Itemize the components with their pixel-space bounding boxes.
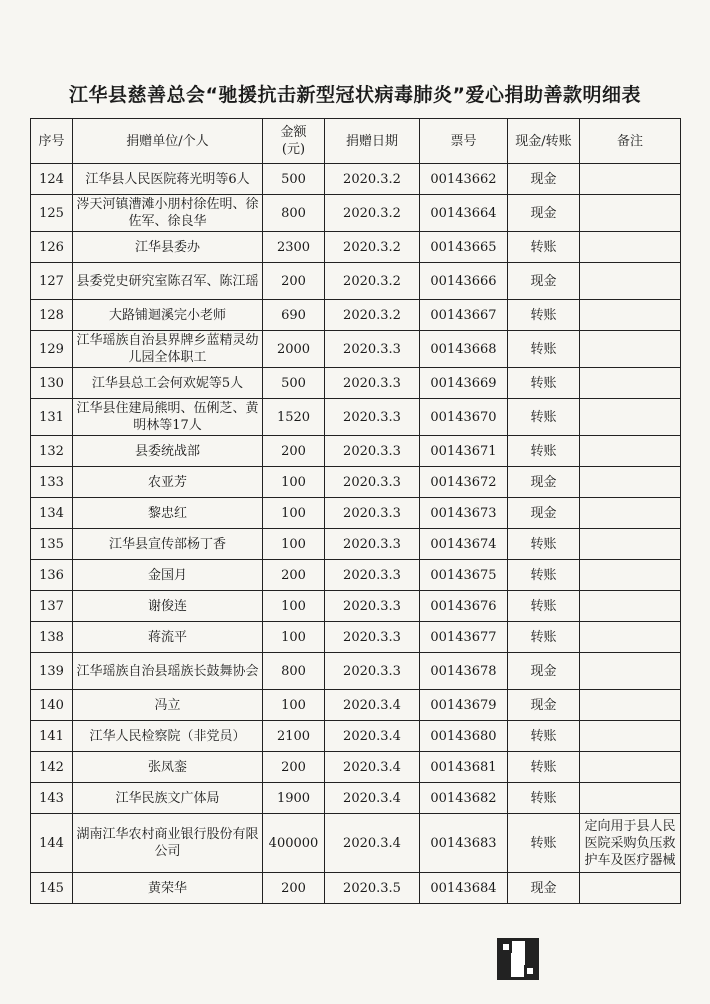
cell-ticket: 00143668 — [420, 331, 508, 368]
table-row — [31, 814, 681, 873]
table-row — [31, 873, 681, 904]
cell-donor: 江华民族文广体局 — [73, 783, 263, 814]
cell-method: 现金 — [508, 467, 580, 498]
cell-method: 转账 — [508, 368, 580, 399]
cell-amount: 100 — [263, 622, 325, 653]
cell-date: 2020.3.3 — [325, 331, 420, 368]
cell-no: 133 — [31, 467, 73, 498]
qr-code — [497, 938, 539, 980]
table-row — [31, 399, 681, 436]
cell-ticket: 00143672 — [420, 467, 508, 498]
cell-ticket: 00143676 — [420, 591, 508, 622]
cell-method: 转账 — [508, 752, 580, 783]
cell-date: 2020.3.3 — [325, 653, 420, 690]
table-row — [31, 467, 681, 498]
cell-no: 125 — [31, 195, 73, 232]
cell-method: 转账 — [508, 591, 580, 622]
cell-ticket: 00143664 — [420, 195, 508, 232]
cell-method: 现金 — [508, 164, 580, 195]
cell-ticket: 00143682 — [420, 783, 508, 814]
cell-no: 132 — [31, 436, 73, 467]
cell-ticket: 00143679 — [420, 690, 508, 721]
cell-method: 转账 — [508, 783, 580, 814]
cell-no: 126 — [31, 232, 73, 263]
cell-donor: 江华瑶族自治县界牌乡蓝精灵幼儿园全体职工 — [73, 331, 263, 368]
cell-date: 2020.3.3 — [325, 560, 420, 591]
cell-note — [580, 690, 681, 721]
cell-ticket: 00143681 — [420, 752, 508, 783]
cell-ticket: 00143680 — [420, 721, 508, 752]
header-date: 捐赠日期 — [325, 119, 420, 164]
cell-no: 124 — [31, 164, 73, 195]
cell-note — [580, 232, 681, 263]
cell-no: 135 — [31, 529, 73, 560]
table-row — [31, 232, 681, 263]
cell-date: 2020.3.3 — [325, 467, 420, 498]
cell-donor: 涔天河镇漕滩小朋村徐佐明、徐佐军、徐良华 — [73, 195, 263, 232]
cell-method: 现金 — [508, 653, 580, 690]
cell-method: 转账 — [508, 560, 580, 591]
cell-method: 转账 — [508, 436, 580, 467]
cell-note — [580, 560, 681, 591]
cell-donor: 湖南江华农村商业银行股份有限公司 — [73, 814, 263, 873]
table-row — [31, 300, 681, 331]
cell-note: 定向用于县人民医院采购负压救护车及医疗器械 — [580, 814, 681, 873]
cell-method: 现金 — [508, 263, 580, 300]
cell-date: 2020.3.4 — [325, 783, 420, 814]
donation-table — [30, 118, 681, 904]
cell-note — [580, 467, 681, 498]
cell-date: 2020.3.2 — [325, 164, 420, 195]
cell-amount: 2300 — [263, 232, 325, 263]
cell-ticket: 00143669 — [420, 368, 508, 399]
cell-amount: 100 — [263, 529, 325, 560]
cell-method: 现金 — [508, 498, 580, 529]
cell-date: 2020.3.4 — [325, 721, 420, 752]
cell-note — [580, 752, 681, 783]
cell-note — [580, 263, 681, 300]
cell-amount: 100 — [263, 467, 325, 498]
cell-donor: 县委统战部 — [73, 436, 263, 467]
cell-ticket: 00143684 — [420, 873, 508, 904]
cell-note — [580, 529, 681, 560]
cell-no: 128 — [31, 300, 73, 331]
table-row — [31, 164, 681, 195]
cell-no: 145 — [31, 873, 73, 904]
table-row — [31, 591, 681, 622]
cell-date: 2020.3.3 — [325, 368, 420, 399]
cell-method: 转账 — [508, 331, 580, 368]
cell-method: 转账 — [508, 622, 580, 653]
table-row — [31, 653, 681, 690]
table-row — [31, 560, 681, 591]
cell-no: 129 — [31, 331, 73, 368]
table-row — [31, 690, 681, 721]
cell-note — [580, 368, 681, 399]
cell-method: 转账 — [508, 232, 580, 263]
cell-date: 2020.3.3 — [325, 529, 420, 560]
cell-note — [580, 436, 681, 467]
cell-donor: 江华瑶族自治县瑶族长鼓舞协会 — [73, 653, 263, 690]
cell-donor: 蒋流平 — [73, 622, 263, 653]
cell-amount: 200 — [263, 560, 325, 591]
cell-donor: 大路铺迴溪完小老师 — [73, 300, 263, 331]
cell-ticket: 00143671 — [420, 436, 508, 467]
cell-donor: 金国月 — [73, 560, 263, 591]
cell-amount: 200 — [263, 873, 325, 904]
cell-ticket: 00143662 — [420, 164, 508, 195]
cell-amount: 800 — [263, 653, 325, 690]
cell-date: 2020.3.3 — [325, 591, 420, 622]
cell-date: 2020.3.3 — [325, 622, 420, 653]
header-amount: 金额 (元) — [263, 119, 325, 164]
cell-note — [580, 783, 681, 814]
cell-note — [580, 873, 681, 904]
cell-method: 转账 — [508, 399, 580, 436]
table-row — [31, 783, 681, 814]
table-row — [31, 498, 681, 529]
cell-date: 2020.3.2 — [325, 232, 420, 263]
cell-amount: 800 — [263, 195, 325, 232]
cell-date: 2020.3.4 — [325, 690, 420, 721]
cell-amount: 500 — [263, 164, 325, 195]
header-note: 备注 — [580, 119, 681, 164]
cell-donor: 张凤銮 — [73, 752, 263, 783]
cell-note — [580, 399, 681, 436]
cell-donor: 江华人民检察院（非党员） — [73, 721, 263, 752]
cell-ticket: 00143665 — [420, 232, 508, 263]
cell-note — [580, 300, 681, 331]
cell-no: 144 — [31, 814, 73, 873]
cell-note — [580, 195, 681, 232]
cell-amount: 1520 — [263, 399, 325, 436]
cell-no: 142 — [31, 752, 73, 783]
cell-ticket: 00143675 — [420, 560, 508, 591]
cell-amount: 2000 — [263, 331, 325, 368]
cell-note — [580, 653, 681, 690]
cell-note — [580, 721, 681, 752]
cell-date: 2020.3.2 — [325, 195, 420, 232]
cell-method: 现金 — [508, 873, 580, 904]
cell-ticket: 00143670 — [420, 399, 508, 436]
cell-donor: 谢俊连 — [73, 591, 263, 622]
table-row — [31, 195, 681, 232]
cell-ticket: 00143674 — [420, 529, 508, 560]
cell-note — [580, 331, 681, 368]
page-title: 江华县慈善总会“驰援抗击新型冠状病毒肺炎”爱心捐助善款明细表 — [69, 84, 641, 106]
cell-amount: 690 — [263, 300, 325, 331]
table-row — [31, 331, 681, 368]
cell-no: 130 — [31, 368, 73, 399]
cell-method: 转账 — [508, 529, 580, 560]
cell-donor: 江华县人民医院蒋光明等6人 — [73, 164, 263, 195]
cell-note — [580, 622, 681, 653]
cell-no: 134 — [31, 498, 73, 529]
cell-no: 137 — [31, 591, 73, 622]
cell-method: 转账 — [508, 814, 580, 873]
cell-date: 2020.3.4 — [325, 814, 420, 873]
cell-ticket: 00143666 — [420, 263, 508, 300]
cell-donor: 冯立 — [73, 690, 263, 721]
cell-ticket: 00143673 — [420, 498, 508, 529]
cell-amount: 100 — [263, 498, 325, 529]
cell-no: 141 — [31, 721, 73, 752]
cell-ticket: 00143677 — [420, 622, 508, 653]
cell-donor: 黄荣华 — [73, 873, 263, 904]
cell-donor: 江华县住建局熊明、伍俐芝、黄明林等17人 — [73, 399, 263, 436]
cell-no: 131 — [31, 399, 73, 436]
header-donor: 捐赠单位/个人 — [73, 119, 263, 164]
cell-donor: 县委党史研究室陈召军、陈江瑶 — [73, 263, 263, 300]
cell-date: 2020.3.3 — [325, 498, 420, 529]
cell-date: 2020.3.3 — [325, 399, 420, 436]
cell-donor: 农亚芳 — [73, 467, 263, 498]
cell-date: 2020.3.2 — [325, 263, 420, 300]
cell-no: 140 — [31, 690, 73, 721]
header-method: 现金/转账 — [508, 119, 580, 164]
table-row — [31, 529, 681, 560]
cell-amount: 100 — [263, 591, 325, 622]
header-no: 序号 — [31, 119, 73, 164]
cell-amount: 100 — [263, 690, 325, 721]
cell-donor: 江华县总工会何欢妮等5人 — [73, 368, 263, 399]
table-row — [31, 752, 681, 783]
cell-note — [580, 164, 681, 195]
cell-donor: 黎忠红 — [73, 498, 263, 529]
cell-donor: 江华县宣传部杨丁香 — [73, 529, 263, 560]
cell-amount: 1900 — [263, 783, 325, 814]
cell-amount: 2100 — [263, 721, 325, 752]
cell-method: 转账 — [508, 300, 580, 331]
header-ticket: 票号 — [420, 119, 508, 164]
cell-no: 143 — [31, 783, 73, 814]
table-row — [31, 721, 681, 752]
cell-method: 转账 — [508, 721, 580, 752]
cell-amount: 500 — [263, 368, 325, 399]
cell-no: 139 — [31, 653, 73, 690]
cell-amount: 200 — [263, 263, 325, 300]
table-header-row — [31, 119, 681, 164]
cell-method: 现金 — [508, 195, 580, 232]
cell-ticket: 00143683 — [420, 814, 508, 873]
cell-method: 现金 — [508, 690, 580, 721]
cell-donor: 江华县委办 — [73, 232, 263, 263]
cell-ticket: 00143678 — [420, 653, 508, 690]
cell-no: 138 — [31, 622, 73, 653]
cell-date: 2020.3.4 — [325, 752, 420, 783]
cell-amount: 200 — [263, 752, 325, 783]
cell-no: 127 — [31, 263, 73, 300]
cell-date: 2020.3.2 — [325, 300, 420, 331]
table-row — [31, 368, 681, 399]
cell-amount: 200 — [263, 436, 325, 467]
table-row — [31, 622, 681, 653]
cell-no: 136 — [31, 560, 73, 591]
cell-note — [580, 498, 681, 529]
cell-date: 2020.3.5 — [325, 873, 420, 904]
cell-ticket: 00143667 — [420, 300, 508, 331]
table-row — [31, 436, 681, 467]
cell-note — [580, 591, 681, 622]
cell-date: 2020.3.3 — [325, 436, 420, 467]
table-row — [31, 263, 681, 300]
cell-amount: 400000 — [263, 814, 325, 873]
